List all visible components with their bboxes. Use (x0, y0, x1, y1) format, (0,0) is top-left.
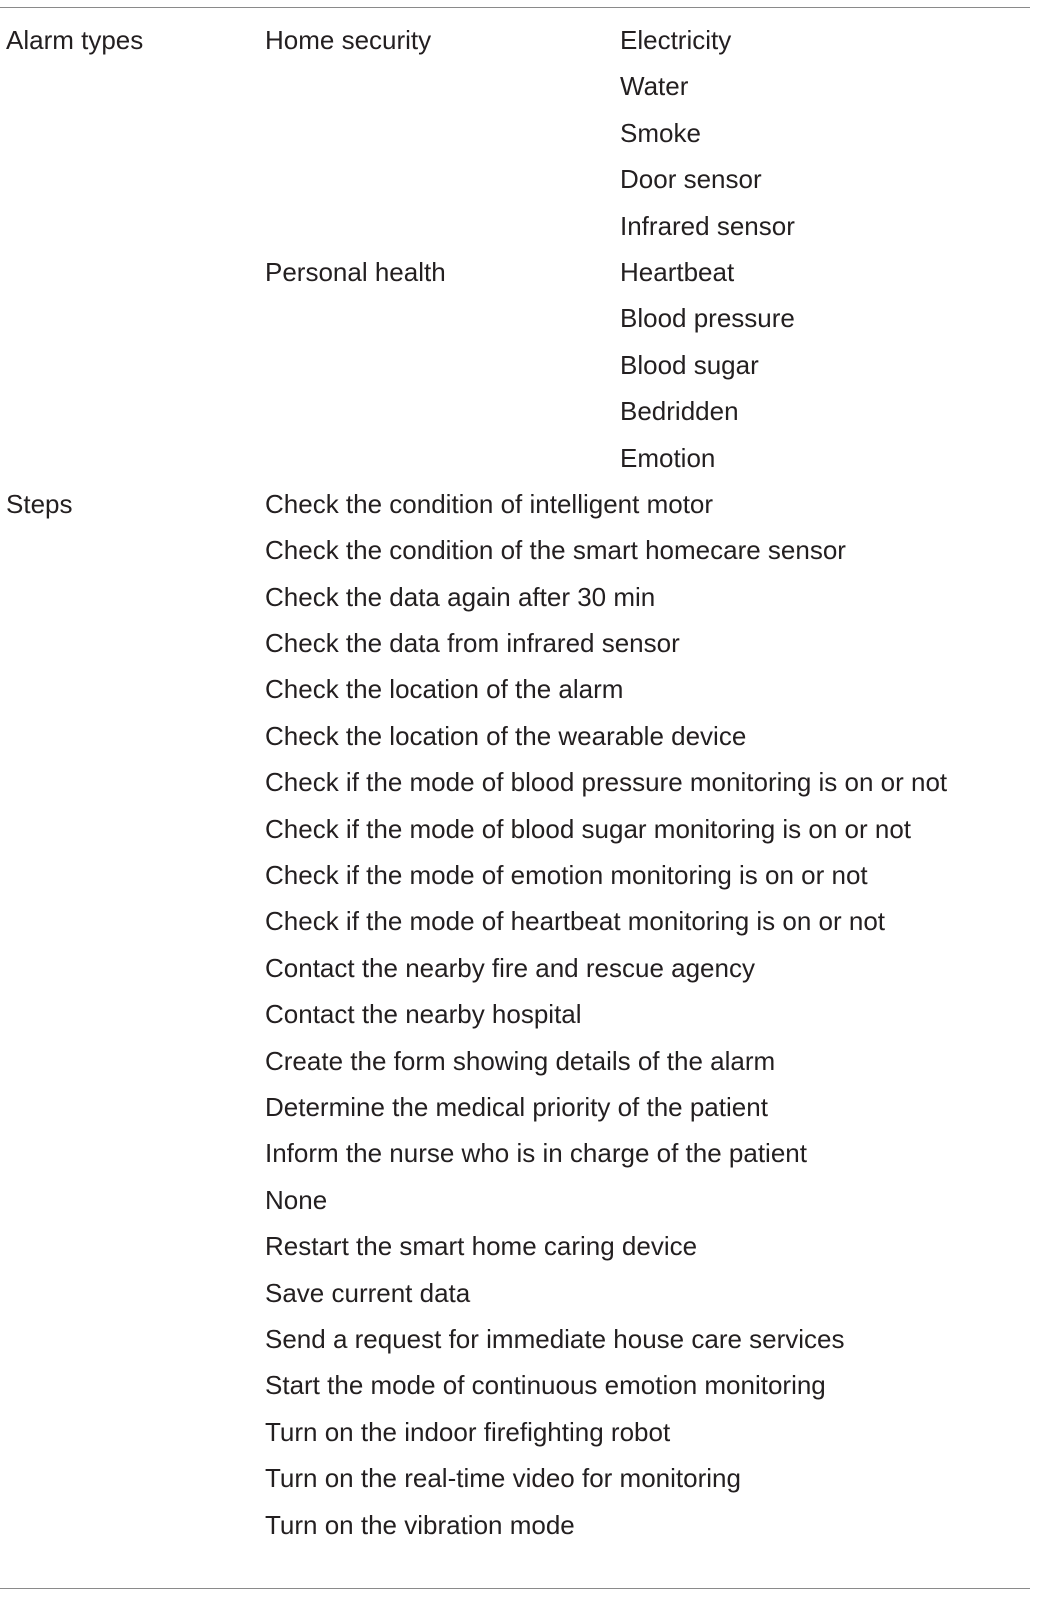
alarm-type-item: Bedridden (620, 396, 739, 427)
step-item: Check the condition of intelligent motor (265, 488, 714, 519)
alarm-type-item: Blood sugar (620, 349, 759, 380)
step-item: Check the data from infrared sensor (265, 628, 680, 659)
alarm-type-item: Electricity (620, 25, 732, 55)
alarm-type-item: Emotion (620, 442, 716, 473)
table-row (0, 574, 1030, 620)
table-row (0, 1455, 1030, 1501)
table-row (0, 481, 1030, 527)
table-row (0, 203, 1030, 249)
step-item: Restart the smart home caring device (265, 1231, 698, 1262)
step-item: Contact the nearby hospital (265, 999, 582, 1030)
table-row (0, 1316, 1030, 1362)
table-row (0, 110, 1030, 156)
step-item: Check the location of the alarm (265, 674, 624, 705)
step-item: Turn on the indoor firefighting robot (265, 1416, 671, 1447)
table-row (0, 1270, 1030, 1316)
table-row (0, 806, 1030, 852)
step-item: Check the location of the wearable device (265, 720, 747, 751)
alarm-type-item: Water (620, 71, 689, 102)
step-item: Determine the medical priority of the patient (265, 1091, 768, 1122)
step-item: Contact the nearby fire and rescue agency (265, 952, 755, 983)
step-item: Inform the nurse who is in charge of the patient (265, 1138, 807, 1169)
table-row (0, 945, 1030, 991)
table-row (0, 527, 1030, 573)
alarm-type-item: Heartbeat (620, 256, 735, 287)
step-item: None (265, 1184, 328, 1215)
table-row (0, 388, 1030, 434)
table-row (0, 666, 1030, 712)
step-item: Check if the mode of heartbeat monitoring is on or not (265, 906, 886, 937)
table-row (0, 17, 1030, 63)
table-bottom-rule (0, 1588, 1030, 1589)
step-item: Check if the mode of blood pressure monitoring is on or not (265, 767, 948, 798)
step-item: Turn on the vibration mode (265, 1509, 575, 1540)
step-item: Check the data again after 30 min (265, 581, 656, 612)
step-item: Create the form showing details of the alarm (265, 1045, 776, 1076)
alarm-type-item: Blood pressure (620, 303, 795, 334)
table-row (0, 898, 1030, 944)
table-row (0, 1362, 1030, 1408)
table-row (0, 63, 1030, 109)
alarm-type-item: Smoke (620, 117, 701, 148)
alarm-type-item: Door sensor (620, 164, 762, 195)
table-row (0, 1502, 1030, 1548)
table-row (0, 759, 1030, 805)
step-item: Check if the mode of blood sugar monitoring is on or not (265, 813, 912, 844)
table-row (0, 156, 1030, 202)
table-row (0, 620, 1030, 666)
table-row (0, 852, 1030, 898)
step-item: Check if the mode of emotion monitoring is on or not (265, 860, 868, 891)
section-label: Steps (6, 488, 73, 519)
step-item: Save current data (265, 1277, 471, 1308)
group-label: Personal health (265, 256, 446, 287)
step-item: Start the mode of continuous emotion monitoring (265, 1370, 826, 1401)
table-row (0, 1223, 1030, 1269)
table-row (0, 1130, 1030, 1176)
group-label: Home security (265, 25, 432, 55)
table-row (0, 342, 1030, 388)
table-row (0, 991, 1030, 1037)
table-body (0, 17, 1030, 1548)
table-row (0, 1177, 1030, 1223)
table-row (0, 295, 1030, 341)
table-row (0, 1084, 1030, 1130)
table-row (0, 1409, 1030, 1455)
table-row (0, 249, 1030, 295)
step-item: Send a request for immediate house care services (265, 1323, 845, 1354)
step-item: Turn on the real-time video for monitoring (265, 1463, 741, 1494)
table-row (0, 435, 1030, 481)
table-row (0, 1038, 1030, 1084)
table-row (0, 713, 1030, 759)
alarm-type-item: Infrared sensor (620, 210, 795, 241)
section-label: Alarm types (6, 25, 144, 55)
table-top-rule (0, 7, 1030, 8)
step-item: Check the condition of the smart homecare sensor (265, 535, 846, 566)
